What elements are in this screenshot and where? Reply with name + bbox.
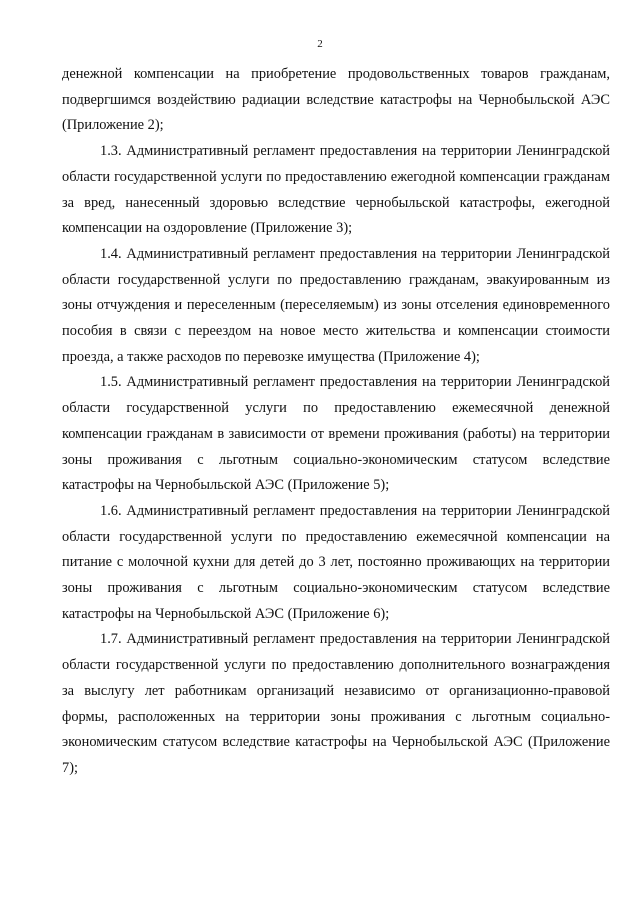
paragraph-1-7: 1.7. Административный регламент предоставления на территории Ленинградской области государственной услуги по предоставлению дополнительного вознаграждения за выслугу лет работникам организаций независимо от организационно-правовой формы, расположенных на территории зоны проживания с льготным социально-экономическим статусом вследствие катастрофы на Чернобыльской АЭС (Приложение 7); <box>62 631 610 776</box>
paragraph-1-4: 1.4. Административный регламент предоставления на территории Ленинградской области государственной услуги по предоставлению гражданам, эвакуированным из зоны отчуждения и переселенным (переселяемым) из зоны отселения единовременного пособия в связи с переездом на новое место жительства и компенсации стоимости проезда, а также расходов по перевозке имущества (Приложение 4); <box>62 245 610 365</box>
document-body <box>62 62 610 782</box>
paragraph-continuation: денежной компенсации на приобретение продовольственных товаров гражданам, подвергшимся воздействию радиации вследствие катастрофы на Чернобыльской АЭС (Приложение 2); <box>62 66 610 134</box>
paragraph-1-5: 1.5. Административный регламент предоставления на территории Ленинградской области государственной услуги по предоставлению ежемесячной денежной компенсации гражданам в зависимости от времени проживания (работы) на территории зоны проживания с льготным социально-экономическим статусом вследствие катастрофы на Чернобыльской АЭС (Приложение 5); <box>62 374 610 494</box>
paragraph-1-3: 1.3. Административный регламент предоставления на территории Ленинградской области государственной услуги по предоставлению ежегодной компенсации гражданам за вред, нанесенный здоровью вследствие чернобыльской катастрофы, ежегодной компенсации на оздоровление (Приложение 3); <box>62 143 610 237</box>
paragraph-1-6: 1.6. Административный регламент предоставления на территории Ленинградской области государственной услуги по предоставлению ежемесячной компенсации на питание с молочной кухни для детей до 3 лет, постоянно проживающих на территории зоны проживания с льготным социально-экономическим статусом вследствие катастрофы на Чернобыльской АЭС (Приложение 6); <box>62 502 610 622</box>
page-number: 2 <box>317 38 323 50</box>
